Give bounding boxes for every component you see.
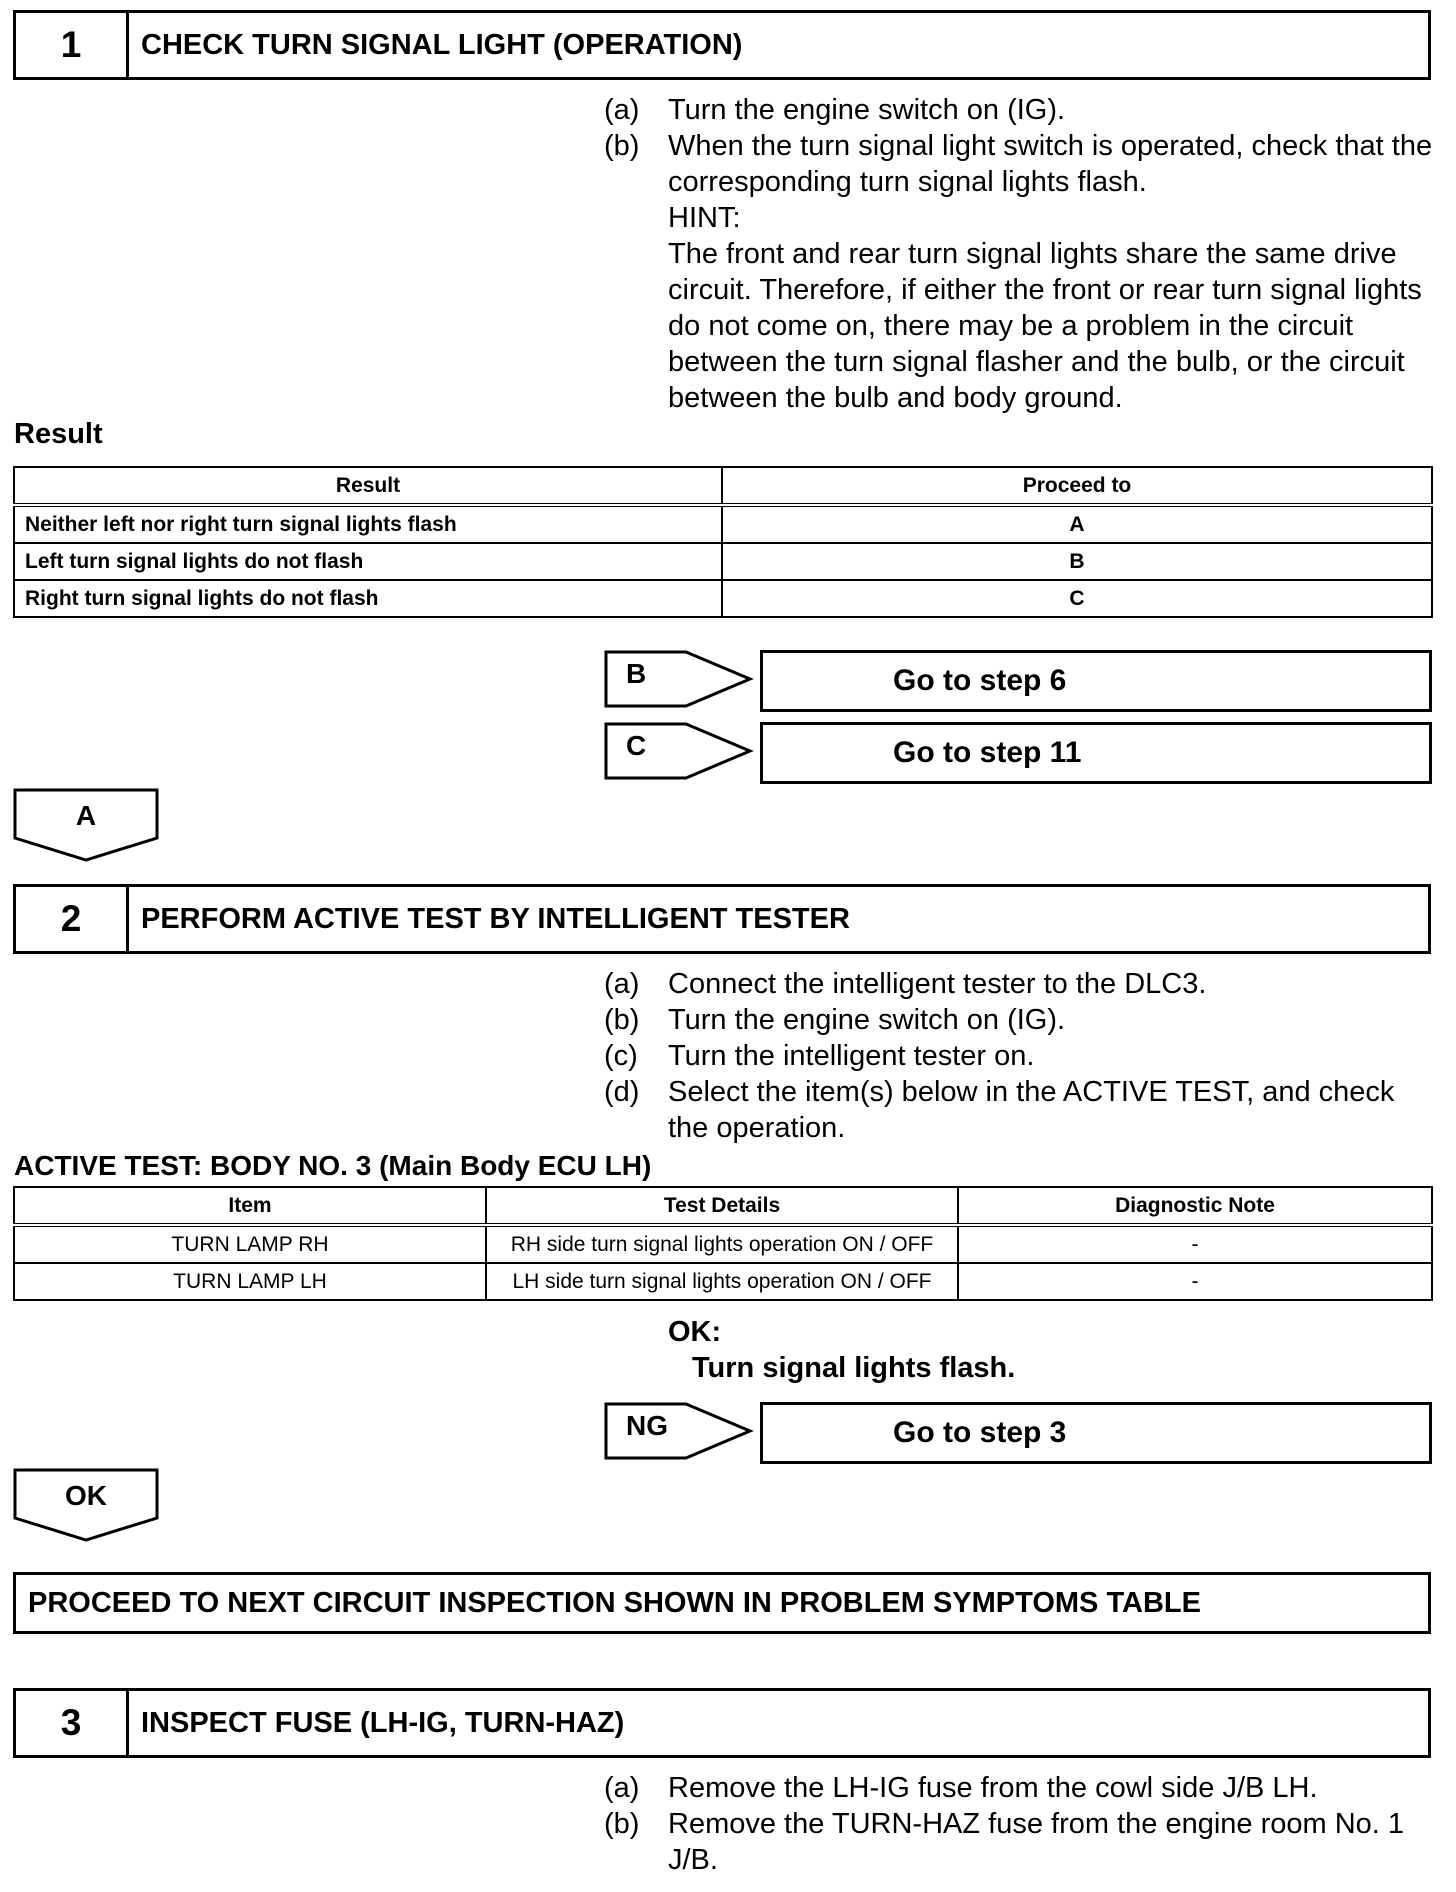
instruction-text: Turn the engine switch on (IG). [668,1004,1066,1036]
instruction-label: (a) [604,968,640,1000]
column-header: Diagnostic Note [958,1187,1432,1225]
result-table [13,466,1433,618]
step-title: CHECK TURN SIGNAL LIGHT (OPERATION) [141,28,743,61]
ok-criteria-text: Turn signal lights flash. [692,1352,1016,1384]
instruction-label: (c) [604,1040,638,1072]
table-row [14,1263,1432,1300]
column-header: Test Details [486,1187,958,1225]
step-number: 1 [16,13,129,77]
step-number: 2 [16,887,129,951]
step-1-instructions [604,92,1434,416]
instruction-label: (a) [604,94,640,126]
step-title: PERFORM ACTIVE TEST BY INTELLIGENT TESTER [141,902,850,935]
table-cell: TURN LAMP RH [14,1225,486,1263]
instruction-label: (b) [604,130,640,162]
hint-text: The front and rear turn signal lights share the same drive circuit. Therefore, if either the front or rear turn signal lights do not come on, there may be a problem in the circuit between the turn signal flasher and the bulb, or the circuit between the bulb and body ground. [668,238,1422,414]
active-test-table [13,1186,1433,1301]
instruction-text: Connect the intelligent tester to the DLC3. [668,968,1207,1000]
table-cell: A [722,505,1432,543]
step-3-header [13,1688,1431,1758]
instruction-label: (a) [604,1772,640,1804]
branch-tag-label: B [626,658,647,689]
instruction-text: When the turn signal light switch is operated, check that the corresponding turn signal lights flash. [668,130,1433,198]
down-tag-label: OK [65,1480,107,1511]
step-3-instructions [604,1770,1434,1878]
column-header: Proceed to [722,467,1432,505]
result-label: Result [14,418,103,450]
step-2-header [13,884,1431,954]
instruction-label: (d) [604,1076,640,1108]
instruction-item [604,1074,1434,1146]
step-2-instructions [604,966,1434,1146]
instruction-text: Turn the engine switch on (IG). [668,94,1066,126]
ok-label: OK: [668,1316,722,1348]
instruction-label: (b) [604,1004,640,1036]
proceed-box: PROCEED TO NEXT CIRCUIT INSPECTION SHOWN IN PROBLEM SYMPTOMS TABLE [13,1572,1431,1634]
instruction-item [604,92,1434,128]
branch-tag-ng [604,1402,754,1462]
table-header-row [14,1187,1432,1225]
go-to-label: Go to step 11 [893,736,1082,769]
table-cell: C [722,580,1432,617]
instruction-item [604,128,1434,200]
instruction-label: (b) [604,1808,640,1840]
table-cell: - [958,1225,1432,1263]
instruction-text: Remove the TURN-HAZ fuse from the engine room No. 1 J/B. [668,1808,1405,1876]
branch-tag-label: C [626,730,647,761]
table-cell: Neither left nor right turn signal lights flash [14,505,722,543]
table-cell: B [722,543,1432,580]
instruction-text: Remove the LH-IG fuse from the cowl side J/B LH. [668,1772,1318,1804]
instruction-text: Select the item(s) below in the ACTIVE TEST, and check the operation. [668,1076,1395,1144]
hint-label: HINT: [668,202,741,234]
step-title: INSPECT FUSE (LH-IG, TURN-HAZ) [141,1706,625,1739]
table-cell: Right turn signal lights do not flash [14,580,722,617]
table-header-row [14,467,1432,505]
table-row [14,543,1432,580]
branch-tag-b [604,650,754,710]
instruction-text: Turn the intelligent tester on. [668,1040,1035,1072]
go-to-step-6-box[interactable] [760,650,1432,712]
table-row [14,1225,1432,1263]
active-test-label: ACTIVE TEST: BODY NO. 3 (Main Body ECU LH) [14,1150,652,1181]
branch-tag-label: NG [626,1410,668,1441]
column-header: Result [14,467,722,505]
go-to-label: Go to step 6 [893,664,1067,697]
table-cell: Left turn signal lights do not flash [14,543,722,580]
table-row [14,580,1432,617]
step-number: 3 [16,1691,129,1755]
instruction-item [604,1002,1434,1038]
instruction-item [604,1770,1434,1806]
go-to-step-3-box[interactable] [760,1402,1432,1464]
instruction-item [604,1038,1434,1074]
go-to-label: Go to step 3 [893,1416,1067,1449]
step-1-header [13,10,1431,80]
table-cell: RH side turn signal lights operation ON / OFF [486,1225,958,1263]
table-cell: LH side turn signal lights operation ON / OFF [486,1263,958,1300]
instruction-item [604,1806,1434,1878]
down-tag-a [13,788,159,864]
table-cell: TURN LAMP LH [14,1263,486,1300]
table-row [14,505,1432,543]
branch-tag-c [604,722,754,782]
column-header: Item [14,1187,486,1225]
down-tag-ok [13,1468,159,1544]
instruction-item [604,966,1434,1002]
go-to-step-11-box[interactable] [760,722,1432,784]
down-tag-label: A [75,800,97,831]
hint-block [604,200,1434,416]
table-cell: - [958,1263,1432,1300]
